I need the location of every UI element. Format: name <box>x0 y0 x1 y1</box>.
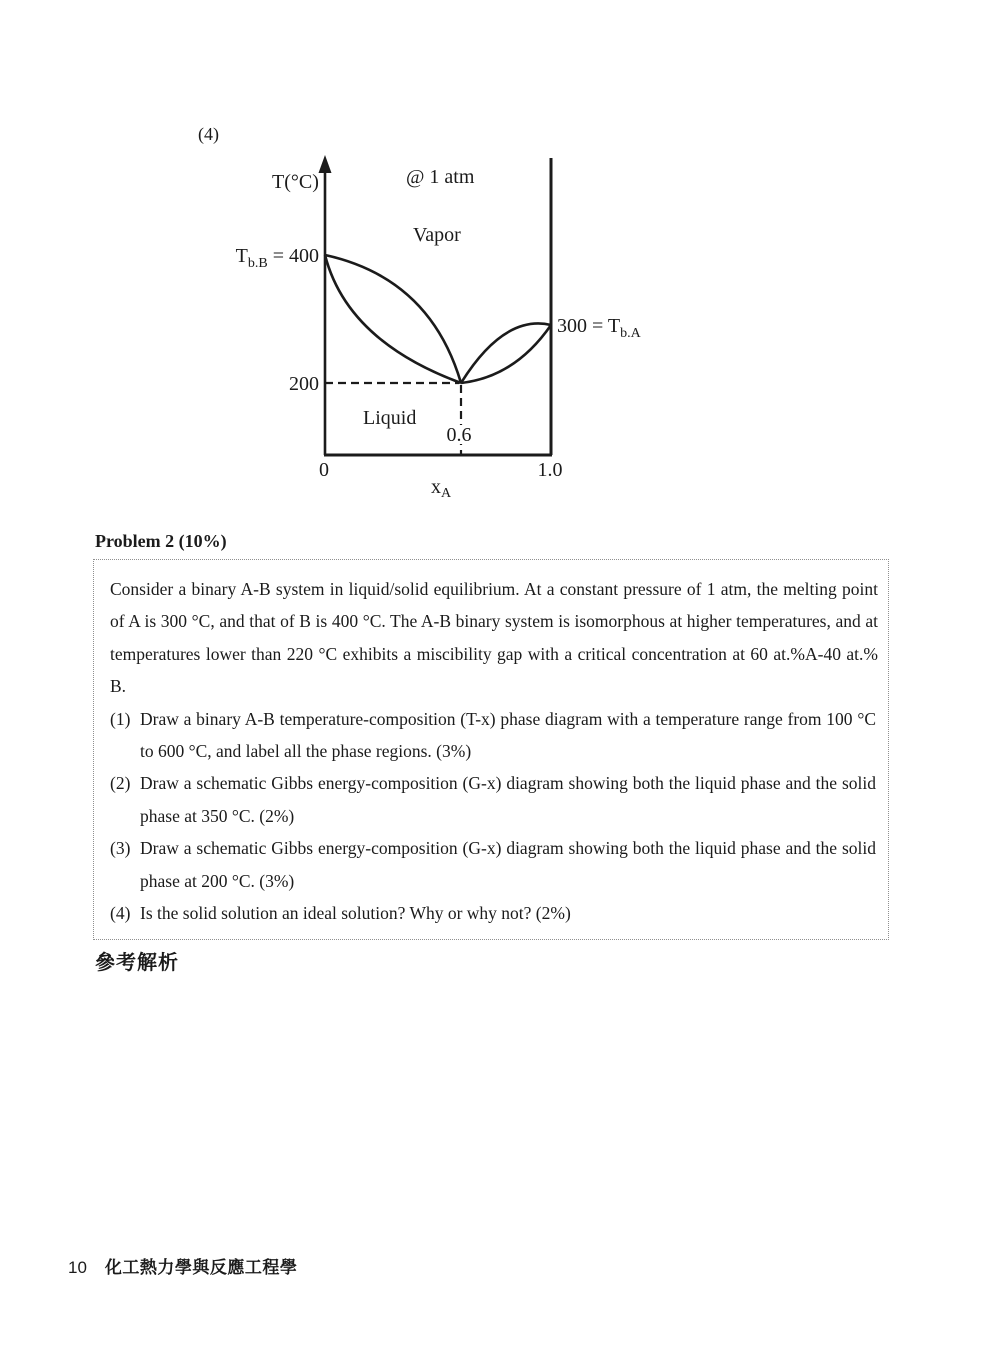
boiling-point-B-label: $T_{b.B} = 400$ <box>235 245 319 271</box>
page-footer <box>68 1253 297 1278</box>
item-text: Draw a schematic Gibbs energy-composition (G-x) diagram showing both the liquid phase and the solid phase at 200 °C. (3%) <box>140 838 876 891</box>
page-number: 10 <box>68 1258 87 1277</box>
liquid-region-label: Liquid <box>363 407 417 429</box>
problem-item-2 <box>110 767 878 832</box>
azeotrope-x-label: 0.6 <box>446 424 472 446</box>
dew-curve-left <box>325 255 461 383</box>
item-text: Is the solid solution an ideal solution? Why or why not? (2%) <box>140 903 571 924</box>
problem-item-4 <box>110 897 878 929</box>
item-text: Draw a schematic Gibbs energy-composition (G-x) diagram showing both the liquid phase and the solid phase at 350 °C. (2%) <box>140 773 876 826</box>
bubble-curve-left <box>325 255 461 383</box>
item-number: (2) <box>110 773 131 794</box>
item-number: (4) <box>110 903 131 924</box>
part-label: (4) <box>198 124 219 144</box>
book-title: 化工熱力學與反應工程學 <box>104 1258 298 1277</box>
vapor-region-label: Vapor <box>413 224 461 246</box>
tick-1-label: 1.0 <box>537 459 563 481</box>
problem-heading: Problem 2 (10%) <box>95 531 227 551</box>
pressure-note: @ 1 atm <box>406 166 475 188</box>
problem-item-1 <box>110 703 878 768</box>
dew-curve-right <box>461 323 551 383</box>
solution-heading: 參考解析 <box>95 952 179 974</box>
problem-item-3 <box>110 832 878 897</box>
y-axis-label: T(°C) <box>272 171 319 193</box>
boiling-point-A-label: $300 = T_{b.A}$ <box>557 315 641 341</box>
problem-statement-box <box>93 559 889 940</box>
y-axis-arrow-icon <box>319 155 332 173</box>
phase-diagram <box>190 140 710 520</box>
tick-200-label: 200 <box>289 373 319 395</box>
x-axis-label: $x_A$ <box>431 476 452 501</box>
problem-intro: Consider a binary A-B system in liquid/solid equilibrium. At a constant pressure of 1 atm, the melting point of A is 300 °C, and that of B is 400 °C. The A-B binary system is isomorphous at higher temperatures, and at temperatures lower than 220 °C exhibits a miscibility gap with a critical concentration at 60 at.%A-40 at.% B. <box>110 579 878 697</box>
item-number: (3) <box>110 838 131 859</box>
tick-0-label: 0 <box>319 459 329 481</box>
item-number: (1) <box>110 708 131 729</box>
item-text: Draw a binary A-B temperature-composition (T-x) phase diagram with a temperature range from 100 °C to 600 °C, and label all the phase regions. (3%) <box>140 708 876 762</box>
